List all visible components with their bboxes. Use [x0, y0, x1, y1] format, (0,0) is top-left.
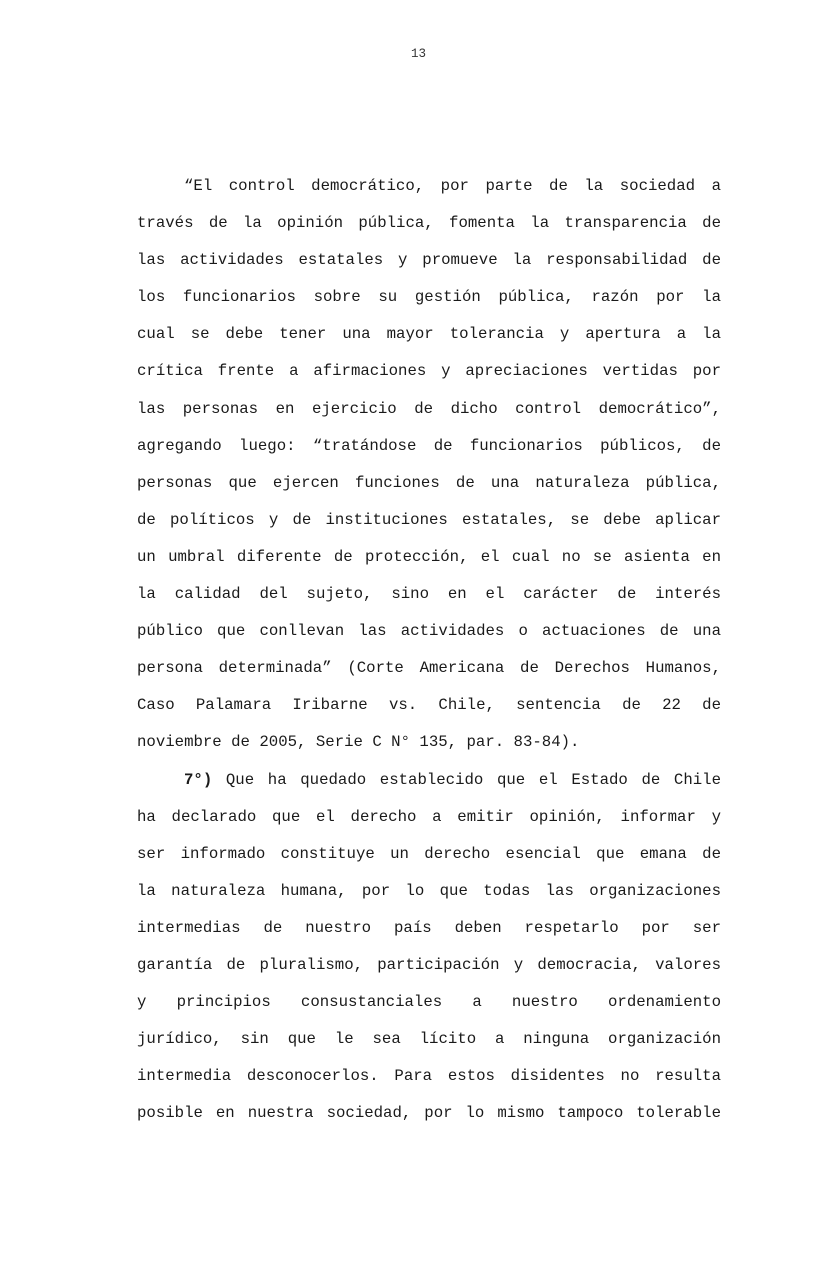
body-text: [137, 168, 721, 1132]
text-line: la naturaleza humana, por lo que todas las organizaciones: [137, 881, 721, 900]
text-line: “El control democrático, por parte de la sociedad a: [184, 177, 721, 195]
text-line: cual se debe tener una mayor tolerancia y apertura a la: [137, 325, 721, 344]
text-line: personas que ejercen funciones de una naturaleza pública,: [137, 473, 721, 492]
text-line: de políticos y de instituciones estatales, se debe aplicar: [137, 510, 721, 529]
text-line: las actividades estatales y promueve la responsabilidad de: [137, 251, 721, 270]
text-line: ser informado constituye un derecho esencial que emana de: [137, 844, 721, 863]
text-line: las personas en ejercicio de dicho control democrático”,: [137, 399, 721, 418]
text-line: intermedias de nuestro país deben respetarlo por ser: [137, 918, 721, 937]
text-line: intermedia desconocerlos. Para estos disidentes no resulta: [137, 1067, 721, 1086]
text-line: la calidad del sujeto, sino en el carácter de interés: [137, 585, 721, 604]
text-line: través de la opinión pública, fomenta la transparencia de: [137, 214, 721, 233]
paragraph-7: [137, 762, 721, 1133]
paragraph-number: 7°): [184, 770, 213, 789]
text-line: jurídico, sin que le sea lícito a ninguna organización: [137, 1030, 721, 1049]
text-line: [137, 762, 721, 799]
text-line: Caso Palamara Iribarne vs. Chile, sentencia de 22 de: [137, 696, 721, 715]
text-line: público que conllevan las actividades o actuaciones de una: [137, 622, 721, 641]
text-line: garantía de pluralismo, participación y democracia, valores: [137, 955, 721, 974]
page-number: 13: [410, 47, 426, 61]
text-line: agregando luego: “tratándose de funcionarios públicos, de: [137, 436, 721, 455]
text-line: posible en nuestra sociedad, por lo mismo tampoco tolerable: [137, 1104, 721, 1123]
text-line: noviembre de 2005, Serie C N° 135, par. 83-84).: [137, 733, 580, 752]
text-line: y principios consustanciales a nuestro ordenamiento: [137, 993, 721, 1012]
text-line: ha declarado que el derecho a emitir opinión, informar y: [137, 807, 721, 826]
paragraph-first-line: Que ha quedado establecido que el Estado de Chile: [212, 770, 721, 789]
text-line: un umbral diferente de protección, el cual no se asienta en: [137, 547, 721, 566]
quote-paragraph: [137, 168, 721, 762]
text-line: crítica frente a afirmaciones y apreciaciones vertidas por: [137, 362, 721, 381]
text-line: persona determinada” (Corte Americana de Derechos Humanos,: [137, 659, 721, 678]
text-line: los funcionarios sobre su gestión pública, razón por la: [137, 288, 721, 307]
